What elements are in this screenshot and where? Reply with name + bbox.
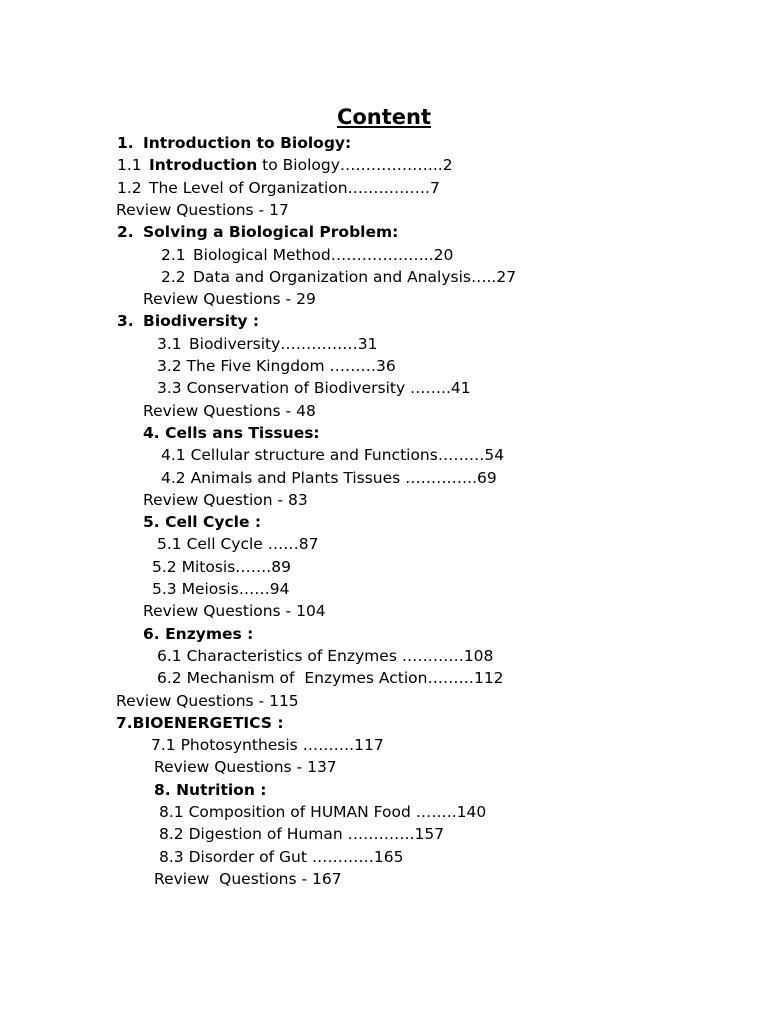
toc-chapter-heading: 5. Cell Cycle :: [143, 513, 262, 531]
toc-chapter-heading: Solving a Biological Problem:: [143, 223, 399, 241]
toc-entry: 7.1 Photosynthesis ……….117: [151, 736, 384, 754]
toc-entry: 5.1 Cell Cycle ……87: [157, 535, 319, 553]
toc-entry: Biodiversity……………31: [189, 335, 378, 353]
toc-number: 2.1: [161, 246, 186, 264]
toc-entry: Review Questions - 17: [116, 201, 289, 219]
toc-number: 3.: [117, 312, 134, 330]
toc-entry: 8.2 Digestion of Human ………….157: [159, 825, 445, 843]
toc-chapter-heading: Introduction to Biology:: [143, 134, 352, 152]
toc-entry: 8.1 Composition of HUMAN Food ……..140: [159, 803, 487, 821]
toc-entry: 4.1 Cellular structure and Functions………54: [161, 446, 505, 464]
toc-entry: 5.3 Meiosis……94: [152, 580, 290, 598]
toc-entry: Biological Method………………..20: [193, 246, 454, 264]
toc-entry: [149, 154, 453, 176]
page-title: Content: [336, 105, 432, 129]
toc-entry: Review Questions - 48: [143, 402, 316, 420]
toc-entry-bold-part: Introduction: [149, 156, 258, 174]
toc-entry: The Level of Organization…………….7: [149, 179, 440, 197]
toc-entry: Data and Organization and Analysis…..27: [193, 268, 517, 286]
toc-entry: Review Questions - 29: [143, 290, 316, 308]
toc-entry: Review Questions - 167: [154, 870, 342, 888]
toc-chapter-heading: 6. Enzymes :: [143, 625, 254, 643]
toc-entry: Review Questions - 115: [116, 692, 299, 710]
toc-chapter-heading: 4. Cells ans Tissues:: [143, 424, 320, 442]
toc-number: 2.2: [161, 268, 186, 286]
toc-entry: Review Questions - 104: [143, 602, 326, 620]
toc-number: 1.: [117, 134, 134, 152]
toc-entry: 6.1 Characteristics of Enzymes …………108: [157, 647, 494, 665]
toc-entry: 3.3 Conservation of Biodiversity ……..41: [157, 379, 471, 397]
toc-chapter-heading: Biodiversity :: [143, 312, 260, 330]
toc-number: 3.1: [157, 335, 182, 353]
toc-entry: 3.2 The Five Kingdom ………36: [157, 357, 396, 375]
toc-entry: 8.3 Disorder of Gut …………165: [159, 848, 404, 866]
toc-chapter-heading: 8. Nutrition :: [154, 781, 267, 799]
toc-entry-rest: to Biology………………..2: [257, 156, 453, 174]
toc-number: 2.: [117, 223, 134, 241]
toc-entry: 6.2 Mechanism of Enzymes Action………112: [157, 669, 504, 687]
toc-entry: Review Questions - 137: [154, 758, 337, 776]
toc-number: 1.2: [117, 179, 142, 197]
toc-chapter-heading: 7.BIOENERGETICS :: [116, 714, 284, 732]
toc-entry: 5.2 Mitosis…….89: [152, 558, 291, 576]
toc-number: 1.1: [117, 156, 142, 174]
toc-entry: Review Question - 83: [143, 491, 308, 509]
toc-entry: 4.2 Animals and Plants Tissues …………..69: [161, 469, 497, 487]
